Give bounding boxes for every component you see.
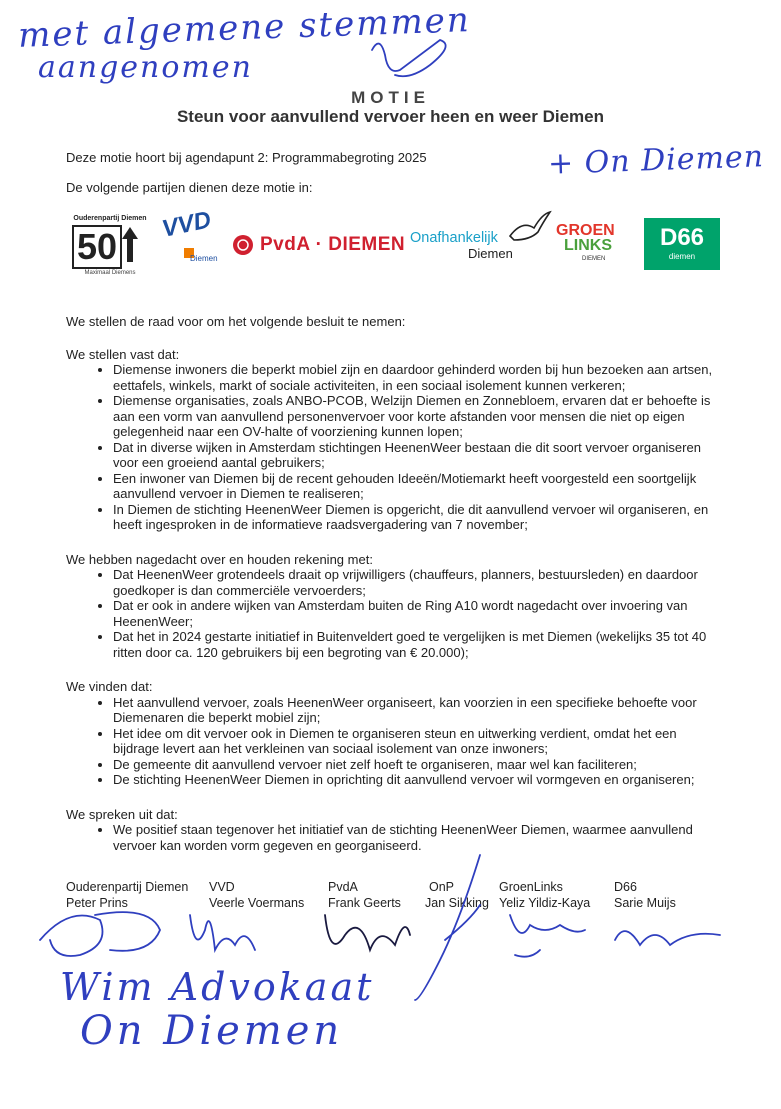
signer-party: OnP <box>429 880 455 894</box>
signer-d66 <box>614 879 676 911</box>
signer-ouderenpartij <box>66 879 188 911</box>
section-heading-considerations: We hebben nagedacht over en houden rekening met: <box>66 551 373 567</box>
section-heading-opinions: We vinden dat: <box>66 679 153 694</box>
onafhankelijk-diemen-logo: Onafhankelijk Diemen <box>410 222 552 264</box>
list-item: • Dat het in 2024 gestarte initiatief in Buitenveldert goed te vergelijken is met Diemen (wekelijks 35 tot 40 ritten door ca. 120 gebruikers bij een begroting van € 20.000); <box>113 629 726 660</box>
signature-top <box>372 40 446 76</box>
signer-party: Ouderenpartij Diemen <box>66 880 189 894</box>
signer-name: Jan Sikking <box>425 896 489 910</box>
findings-list <box>66 362 726 533</box>
list-item: • De gemeente dit aanvullend vervoer niet zelf hoeft te organiseren, maar wel kan faciliteren; <box>113 757 726 773</box>
section-heading-findings: We stellen vast dat: <box>66 346 180 362</box>
vvd-logo: VVD Diemen <box>159 206 218 263</box>
signer-groenlinks <box>499 879 590 911</box>
signature-voermans <box>190 915 255 950</box>
signer-pvda <box>328 879 401 911</box>
party-logos <box>66 206 726 278</box>
signer-name: Peter Prins <box>66 896 128 910</box>
section-heading-statement: We spreken uit dat: <box>66 806 178 822</box>
signer-vvd <box>209 879 304 911</box>
agenda-line: Deze motie hoort bij agendapunt 2: Programmabegroting 2025 <box>66 150 427 165</box>
groenlinks-logo: GROEN LINKS DIEMEN <box>556 222 615 262</box>
handwritten-note-on-diemen: + On Diemen <box>547 139 765 182</box>
signer-party: D66 <box>614 880 637 894</box>
signature-muijs <box>615 931 720 945</box>
signature-sikking <box>415 855 480 1000</box>
list-item: • Het idee om dit vervoer ook in Diemen te organiseren steun en uitwerking verdient, omdat het een bijdrage levert aan het verkleinen van sociaal isolement van onze inwoners; <box>113 726 726 757</box>
pvda-logo: PvdA · DIEMEN <box>232 234 402 260</box>
ouderenpartij-logo: Ouderenpartij Diemen 50 Maximaal Diemens <box>73 215 147 276</box>
list-item: • Het aanvullend vervoer, zoals HeenenWeer organiseert, kan voorzien in een specifieke behoefte voor Diemenaren die beperkt mobiel zijn; <box>113 695 726 726</box>
handwritten-note-adopted-line2: aangenomen <box>38 50 253 85</box>
rose-icon <box>232 234 254 256</box>
motion-body <box>66 314 726 853</box>
list-item: • Dat er ook in andere wijken van Amsterdam buiten de Ring A10 wordt nagedacht over invoering van HeenenWeer; <box>113 598 726 629</box>
list-item: • Dat in diverse wijken in Amsterdam stichtingen HeenenWeer bestaan die dit soort vervoer organiseren voor een groeiend aantal gebruikers; <box>113 440 726 471</box>
list-item: • De stichting HeenenWeer Diemen in oprichting dit aanvullend vervoer wil vormgeven en organiseren; <box>113 772 726 788</box>
signer-party: PvdA <box>328 880 358 894</box>
opinions-list <box>66 695 726 788</box>
signature-geerts <box>325 915 410 950</box>
d66-logo: D66 diemen <box>644 218 720 270</box>
signer-onp <box>425 879 489 911</box>
signer-name: Frank Geerts <box>328 896 401 910</box>
signature-prins <box>40 912 160 956</box>
signer-party: GroenLinks <box>499 880 563 894</box>
parties-intro: De volgende partijen dienen deze motie in: <box>66 180 313 195</box>
signer-name: Yeliz Yildiz-Kaya <box>499 896 591 910</box>
signer-party: VVD <box>209 880 235 894</box>
list-item: • Dat HeenenWeer grotendeels draait op vrijwilligers (chauffeurs, planners, bestuursleden) en daardoor goedkoper is dan commerciële vervoerders; <box>113 567 726 598</box>
considerations-list <box>66 567 726 660</box>
list-item: • Diemense organisaties, zoals ANBO-PCOB, Welzijn Diemen en Zonnebloem, ervaren dat er behoefte is aan een vorm van aanvullend personenvervoer voor korte afstanden voor mensen die niet op eigen gelegenheid naar een OV-halte of voorziening kunnen lopen; <box>113 393 726 440</box>
handwritten-note-adopted-line1: met algemene stemmen <box>17 0 472 56</box>
proposal-sentence: We stellen de raad voor om het volgende besluit te nemen: <box>66 314 406 329</box>
list-item: • Een inwoner van Diemen bij de recent gehouden Ideeën/Motiemarkt heeft voorgesteld een soortgelijk aanvullend vervoer in Diemen te realiseren; <box>113 471 726 502</box>
statement-list <box>66 822 726 853</box>
document-title: Steun voor aanvullend vervoer heen en weer Diemen <box>176 107 605 126</box>
list-item: • Diemense inwoners die beperkt mobiel zijn en daardoor gehinderd worden bij hun bezoeken aan artsen, eettafels, winkels, markt of sociale activiteiten, in een sociaal isolement kunnen verkeren; <box>113 362 726 393</box>
signature-yildiz <box>510 915 585 957</box>
bird-icon <box>508 210 552 246</box>
list-item: • In Diemen de stichting HeenenWeer Diemen is opgericht, die dit aanvullend vervoer wil organiseren, en heeft ingesproken in de informatieve raadsvergadering van 7 november; <box>113 502 726 533</box>
signer-name: Sarie Muijs <box>614 896 676 910</box>
signer-name: Veerle Voermans <box>209 896 305 910</box>
handwritten-party-on-diemen: On Diemen <box>80 1008 344 1054</box>
list-item: • We positief staan tegenover het initiatief van de stichting HeenenWeer Diemen, waarmee aanvullend vervoer kan worden vorm gegeven en georganiseerd. <box>113 822 726 853</box>
handwritten-name-wim: Wim Advokaat <box>60 965 375 1009</box>
document-label: MOTIE <box>351 88 430 107</box>
